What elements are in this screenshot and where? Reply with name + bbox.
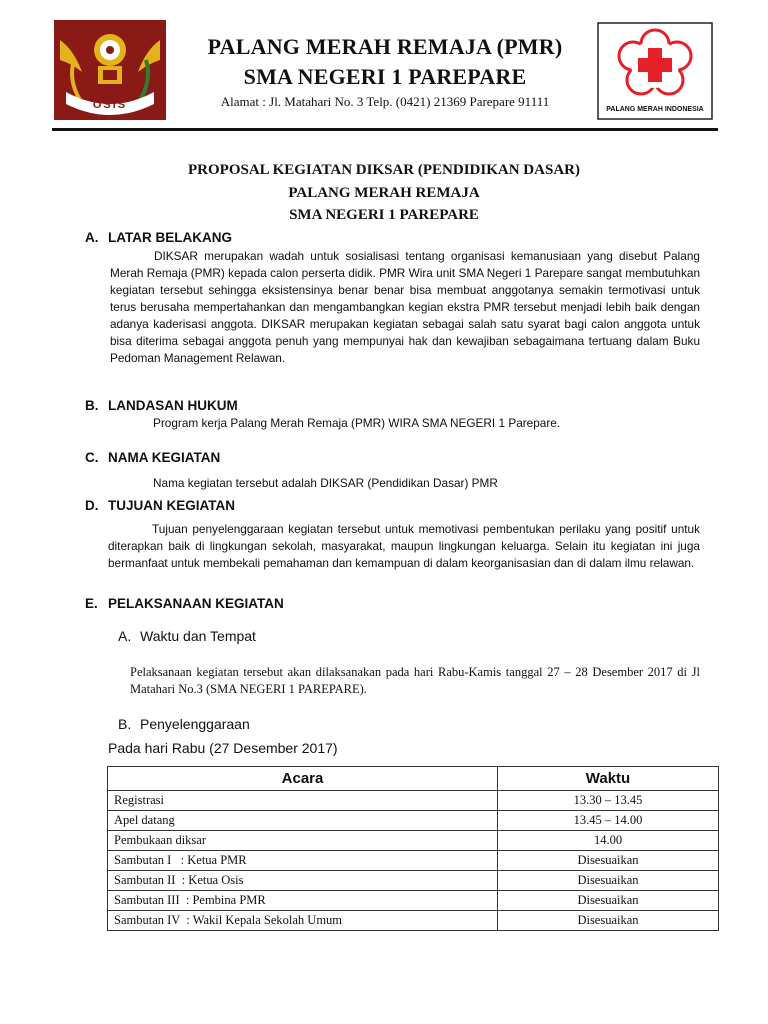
section-letter: B.: [85, 398, 99, 413]
event-cell: Registrasi: [108, 791, 498, 811]
section-letter: A.: [85, 230, 99, 245]
section-title: NAMA KEGIATAN: [108, 450, 221, 465]
time-cell: 13.45 – 14.00: [498, 811, 719, 831]
table-row: [108, 871, 719, 891]
pmi-logo-text: PALANG MERAH INDONESIA: [606, 106, 704, 113]
section-b-heading: [85, 398, 238, 413]
event-cell: Sambutan I : Ketua PMR: [108, 851, 498, 871]
table-row: [108, 891, 719, 911]
event-cell: Sambutan IV : Wakil Kepala Sekolah Umum: [108, 911, 498, 931]
time-cell: 14.00: [498, 831, 719, 851]
subsection-a-heading: [118, 628, 256, 644]
osis-logo: [54, 20, 166, 120]
section-e-body: Pelaksanaan kegiatan tersebut akan dilaksanakan pada hari Rabu-Kamis tanggal 27 – 28 Desember 2017 di Jl Matahari No.3 (SMA NEGERI 1 PAREPARE).: [130, 665, 700, 696]
time-cell: Disesuaikan: [498, 911, 719, 931]
pmi-logo: [597, 22, 713, 120]
section-d-body: Tujuan penyelenggaraan kegiatan tersebut untuk memotivasi pembentukan perilaku yang positif untuk diterapkan baik di lingkungan sekolah, masyarakat, maupun lingkungan keluarga. Selain itu kegiatan ini juga bermanfaat untuk membekali pemahaman dan kemampuan di dalam keorganisasian dan di dalam ilmu relawan.: [108, 522, 700, 570]
event-cell: Apel datang: [108, 811, 498, 831]
time-cell: Disesuaikan: [498, 871, 719, 891]
subsection-title: Penyelenggaraan: [140, 716, 250, 732]
org-name-line2: SMA NEGERI 1 PAREPARE: [243, 64, 527, 89]
section-letter: C.: [85, 450, 99, 465]
section-c-heading: [85, 450, 220, 465]
section-title: TUJUAN KEGIATAN: [108, 498, 235, 513]
subsection-b-heading: [118, 716, 250, 732]
event-cell: Pembukaan diksar: [108, 831, 498, 851]
event-cell: Sambutan II : Ketua Osis: [108, 871, 498, 891]
proposal-title-line1: PROPOSAL KEGIATAN DIKSAR (PENDIDIKAN DASAR): [188, 162, 580, 178]
table-row: [108, 831, 719, 851]
table-row: [108, 911, 719, 931]
time-cell: Disesuaikan: [498, 851, 719, 871]
time-cell: 13.30 – 13.45: [498, 791, 719, 811]
table-header-row: [108, 767, 719, 791]
section-title: LANDASAN HUKUM: [108, 398, 238, 413]
table-row: [108, 811, 719, 831]
schedule-day-label: Pada hari Rabu (27 Desember 2017): [108, 740, 338, 756]
table-row: [108, 791, 719, 811]
schedule-table: [107, 766, 719, 931]
section-c-body: Nama kegiatan tersebut adalah DIKSAR (Pendidikan Dasar) PMR: [153, 476, 498, 490]
event-cell: Sambutan III : Pembina PMR: [108, 891, 498, 911]
org-name-line1: PALANG MERAH REMAJA (PMR): [207, 34, 563, 59]
time-cell: Disesuaikan: [498, 891, 719, 911]
section-e-heading: [85, 596, 284, 611]
section-title: PELAKSANAAN KEGIATAN: [108, 596, 284, 611]
section-b-body: Program kerja Palang Merah Remaja (PMR) WIRA SMA NEGERI 1 Parepare.: [153, 416, 561, 430]
subsection-letter: B.: [118, 716, 132, 732]
column-header-waktu: Waktu: [498, 767, 719, 791]
letterhead-rule: [52, 128, 718, 131]
section-letter: D.: [85, 498, 99, 513]
proposal-title-line3: SMA NEGERI 1 PAREPARE: [289, 207, 479, 223]
proposal-title-line2: PALANG MERAH REMAJA: [288, 185, 480, 201]
org-address: Alamat : Jl. Matahari No. 3 Telp. (0421) 21369 Parepare 91111: [220, 94, 550, 109]
column-header-acara: Acara: [108, 767, 498, 791]
section-letter: E.: [85, 596, 98, 611]
subsection-title: Waktu dan Tempat: [140, 628, 256, 644]
section-a-heading: [85, 230, 232, 245]
osis-logo-text: OSIS: [92, 99, 128, 111]
section-title: LATAR BELAKANG: [108, 230, 232, 245]
section-a-body: DIKSAR merupakan wadah untuk sosialisasi tentang organisasi kemanusiaan yang disebut Palang Merah Remaja (PMR) kepada calon perserta didik. PMR Wira unit SMA Negeri 1 Parepare sangat membutuhkan kegiatan tersebut sehingga eksistensinya benar benar bisa membuat anggotanya semakin termotivasi untuk terus berusaha mempertahankan dan mengambangkan kegian ekstra PMR tersebut menjadi lebih baik dengan adanya kaderisasi anggota. DIKSAR merupakan kegiatan sebagai salah satu syarat bagi calon anggota untuk bisa diterima sebagai anggota penuh yang mempunyai hak dan kewajiban sebagaimana tertuang dalam Buku Pedoman Management Relawan.: [110, 249, 700, 365]
section-d-heading: [85, 498, 235, 513]
subsection-letter: A.: [118, 628, 132, 644]
table-row: [108, 851, 719, 871]
